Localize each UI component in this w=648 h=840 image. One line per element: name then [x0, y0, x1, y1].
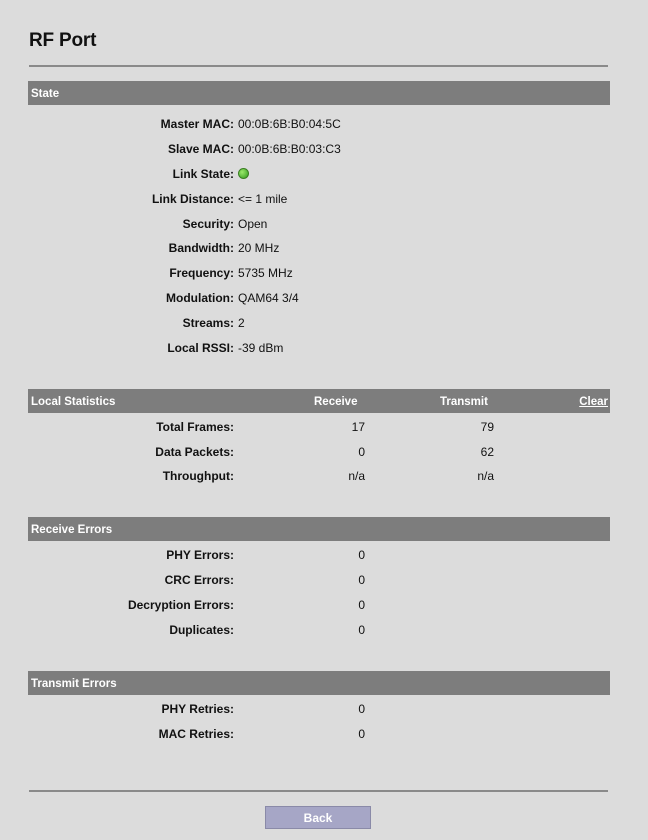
transmit-errors-section-header	[28, 671, 610, 695]
rx-errors-row-decryption	[0, 598, 648, 614]
link-state-indicator-icon	[238, 168, 249, 179]
receive-errors-section-header	[28, 517, 610, 541]
transmit-errors-section-title: Transmit Errors	[31, 678, 117, 690]
state-row-master-mac	[0, 117, 648, 133]
rx-errors-row-phy	[0, 548, 648, 564]
stats-row-total-frames	[0, 420, 648, 436]
transmit-column-header: Transmit	[440, 396, 488, 408]
phy-errors-label: PHY Errors:	[166, 548, 234, 562]
mac-retries-label: MAC Retries:	[158, 727, 234, 741]
bandwidth-label: Bandwidth:	[168, 241, 234, 255]
throughput-receive: n/a	[348, 469, 365, 483]
total-frames-transmit: 79	[480, 420, 494, 434]
master-mac-label: Master MAC:	[160, 117, 234, 131]
streams-value: 2	[238, 316, 245, 330]
crc-errors-label: CRC Errors:	[164, 573, 234, 587]
bandwidth-value: 20 MHz	[238, 241, 280, 255]
modulation-value: QAM64 3/4	[238, 291, 299, 305]
throughput-label: Throughput:	[162, 469, 234, 483]
slave-mac-value: 00:0B:6B:B0:03:C3	[238, 142, 341, 156]
state-row-streams	[0, 316, 648, 332]
link-state-label: Link State:	[172, 167, 234, 181]
local-rssi-label: Local RSSI:	[167, 341, 234, 355]
tx-errors-row-mac-retries	[0, 727, 648, 743]
local-statistics-section-header	[28, 389, 610, 413]
clear-statistics-link[interactable]: Clear	[579, 396, 608, 408]
mac-retries-value: 0	[358, 727, 365, 741]
rx-errors-row-duplicates	[0, 623, 648, 639]
state-row-local-rssi	[0, 341, 648, 357]
master-mac-value: 00:0B:6B:B0:04:5C	[238, 117, 341, 131]
state-section-title: State	[31, 88, 60, 100]
decryption-errors-label: Decryption Errors:	[127, 598, 234, 612]
local-rssi-value: -39 dBm	[238, 341, 284, 355]
total-frames-receive: 17	[351, 420, 365, 434]
stats-row-throughput	[0, 469, 648, 485]
stats-row-data-packets	[0, 445, 648, 461]
local-statistics-section-title: Local Statistics	[31, 396, 116, 408]
link-distance-value: <= 1 mile	[238, 192, 288, 206]
link-state-value	[238, 167, 249, 181]
data-packets-label: Data Packets:	[155, 445, 234, 459]
duplicates-label: Duplicates:	[169, 623, 234, 637]
bottom-divider	[29, 790, 608, 792]
modulation-label: Modulation:	[166, 291, 234, 305]
top-divider	[29, 65, 608, 67]
crc-errors-value: 0	[358, 573, 365, 587]
frequency-label: Frequency:	[169, 266, 234, 280]
state-row-bandwidth	[0, 241, 648, 257]
state-row-link-state	[0, 167, 648, 183]
throughput-transmit: n/a	[477, 469, 494, 483]
state-row-security	[0, 217, 648, 233]
data-packets-transmit: 62	[480, 445, 494, 459]
back-button[interactable]: Back	[265, 806, 371, 829]
state-section-header	[28, 81, 610, 105]
decryption-errors-value: 0	[358, 598, 365, 612]
phy-retries-label: PHY Retries:	[161, 702, 234, 716]
state-row-modulation	[0, 291, 648, 307]
receive-errors-section-title: Receive Errors	[31, 524, 113, 536]
slave-mac-label: Slave MAC:	[167, 142, 234, 156]
frequency-value: 5735 MHz	[238, 266, 293, 280]
phy-retries-value: 0	[358, 702, 365, 716]
duplicates-value: 0	[358, 623, 365, 637]
streams-label: Streams:	[182, 316, 234, 330]
state-row-link-distance	[0, 192, 648, 208]
tx-errors-row-phy-retries	[0, 702, 648, 718]
state-row-frequency	[0, 266, 648, 282]
rx-errors-row-crc	[0, 573, 648, 589]
data-packets-receive: 0	[358, 445, 365, 459]
total-frames-label: Total Frames:	[156, 420, 234, 434]
security-label: Security:	[182, 217, 234, 231]
link-distance-label: Link Distance:	[151, 192, 234, 206]
receive-column-header: Receive	[314, 396, 358, 408]
state-row-slave-mac	[0, 142, 648, 158]
page-title: RF Port	[29, 30, 97, 51]
security-value: Open	[238, 217, 268, 231]
phy-errors-value: 0	[358, 548, 365, 562]
